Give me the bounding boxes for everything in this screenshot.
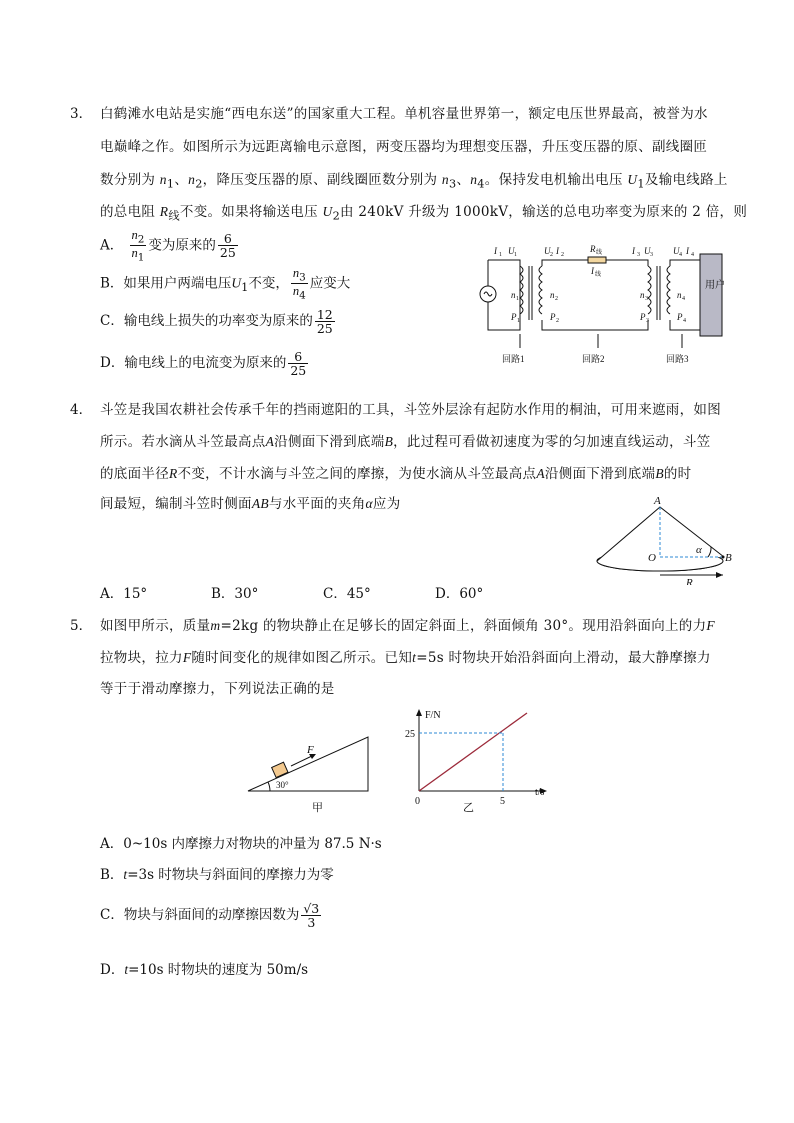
svg-text:2: 2 — [556, 318, 559, 324]
angle-alpha: α — [696, 544, 702, 556]
loop2-label: 回路2 — [582, 354, 605, 364]
q5-line-2: 拉物块，拉力F随时间变化的规律如图乙所示。已知t=5s 时物块开始沿斜面向上滑动，最大静摩擦力 — [100, 650, 711, 666]
label-u3: U — [644, 246, 651, 256]
loop3-label: 回路3 — [666, 354, 689, 364]
q5-option-a: A．0~10s 内摩擦力对物块的冲量为 87.5 N·s — [100, 836, 382, 852]
svg-text:3: 3 — [645, 296, 648, 302]
q5-number: 5． — [70, 618, 93, 634]
tick-25: 25 — [405, 729, 415, 740]
svg-text:n: n — [511, 290, 516, 300]
label-iline: I — [591, 266, 594, 276]
svg-text:4: 4 — [691, 252, 694, 258]
point-a: A — [654, 495, 661, 507]
q5-line-1: 如图甲所示，质量m=2kg 的物块静止在足够长的固定斜面上，斜面倾角 30°。现用沿斜面向上的力F — [100, 618, 715, 634]
q3-line-2: 电巅峰之作。如图所示为远距离输电示意图，两变压器均为理想变压器，升压变压器的原、副线圈匝 — [100, 139, 708, 155]
svg-text:1: 1 — [516, 296, 519, 302]
radius-r: R — [686, 577, 693, 585]
q5-option-b: B．t=3s 时物块与斜面间的摩擦力为零 — [100, 867, 334, 883]
svg-text:1: 1 — [517, 318, 520, 324]
svg-text:1: 1 — [499, 252, 502, 258]
svg-text:n: n — [677, 290, 682, 300]
q3-number: 3． — [70, 106, 93, 122]
svg-text:3: 3 — [646, 318, 649, 324]
svg-text:4: 4 — [683, 318, 686, 324]
label-u1: U — [508, 246, 515, 256]
svg-text:2: 2 — [561, 252, 564, 258]
fig1-caption: 甲 — [312, 802, 323, 814]
user-label: 用户 — [705, 280, 725, 291]
transmission-circuit-diagram — [470, 238, 730, 368]
svg-text:3: 3 — [650, 252, 653, 258]
svg-text:4: 4 — [679, 252, 682, 258]
angle-30: 30° — [276, 780, 289, 790]
q3-option-d: D．输电线上的电流变为原来的 $\frac{6}{25}$ — [100, 349, 307, 379]
q4-line-3: 的底面半径R不变，不计水滴与斗笠之间的摩擦，为使水滴从斗笠最高点A沿侧面下滑到底端B的时 — [100, 466, 692, 482]
incline-diagram — [244, 733, 374, 818]
q3-option-b: B．如果用户两端电压$U_1$不变， $\frac{n_3}{n_4}$ 应变大 — [100, 266, 351, 302]
point-o: O — [648, 552, 656, 564]
q3-line-1: 白鹤滩水电站是实施“西电东送”的国家重大工程。单机容量世界第一，额定电压世界最高，被誉为水 — [100, 106, 708, 122]
tick-5: 5 — [500, 796, 505, 807]
svg-text:1: 1 — [514, 252, 517, 258]
svg-text:P: P — [640, 312, 646, 322]
q5-option-d: D．t=10s 时物块的速度为 50m/s — [100, 962, 309, 978]
x-axis-label: t/s — [535, 787, 545, 798]
q4-option-c: C．45° — [323, 586, 371, 602]
loop1-label: 回路1 — [502, 354, 525, 364]
svg-text:4: 4 — [682, 296, 685, 302]
label-u2: U — [544, 246, 551, 256]
q4-option-b: B．30° — [211, 586, 259, 602]
svg-text:n: n — [640, 290, 645, 300]
label-i4: I — [686, 246, 689, 256]
label-i1: I — [494, 246, 497, 256]
origin: 0 — [415, 796, 420, 807]
q5-line-3: 等于于滑动摩擦力，下列说法正确的是 — [100, 681, 335, 697]
q4-number: 4． — [70, 402, 93, 418]
bamboo-hat-diagram — [596, 495, 746, 585]
label-i2: I — [556, 246, 559, 256]
point-b: B — [725, 552, 732, 564]
svg-text:3: 3 — [637, 252, 640, 258]
label-i3: I — [632, 246, 635, 256]
force-f: F — [307, 744, 314, 756]
q3-line-4: 的总电阻 $R_线$不变。如果将输送电压 $U_2$由 240kV 升级为 1000kV，输送的总电功率变为原来的 2 倍，则 — [100, 204, 748, 223]
q3-option-a: A． $\frac{n_2}{n_1}$ 变为原来的 $\frac{6}{25}$ — [100, 228, 236, 264]
q4-option-d: D．60° — [435, 586, 484, 602]
label-u4: U — [673, 246, 680, 256]
q4-line-2: 所示。若水滴从斗笠最高点A沿侧面下滑到底端B，此过程可看做初速度为零的匀加速直线运动，斗笠 — [100, 434, 711, 450]
force-time-graph — [405, 705, 555, 815]
fig2-caption: 乙 — [463, 802, 474, 814]
q4-line-4: 间最短，编制斗笠时侧面AB与水平面的夹角α应为 — [100, 496, 401, 512]
q3-option-c: C．输电线上损失的功率变为原来的 $\frac{12}{25}$ — [100, 307, 333, 337]
q3-line-3: 数分别为 $n_1$、$n_2$，降压变压器的原、副线圈匝数分别为 $n_3$、$n_4$。保持发电机输出电压 $U_1$及输电线路上 — [100, 172, 728, 191]
svg-text:n: n — [550, 290, 555, 300]
svg-text:线: 线 — [596, 250, 603, 256]
svg-text:P: P — [677, 312, 683, 322]
q4-line-1: 斗笠是我国农耕社会传承千年的挡雨遮阳的工具，斗笠外层涂有起防水作用的桐油，可用来遮雨，如图 — [100, 402, 721, 418]
svg-text:P: P — [550, 312, 556, 322]
q5-option-c: C．物块与斜面间的动摩擦因数为 $\frac{√3}{3}$ — [100, 901, 320, 931]
label-r: R — [590, 244, 596, 254]
svg-text:2: 2 — [555, 296, 558, 302]
q4-option-a: A．15° — [100, 586, 148, 602]
svg-text:线: 线 — [595, 272, 602, 278]
svg-text:2: 2 — [550, 252, 553, 258]
y-axis-label: F/N — [425, 710, 441, 721]
svg-text:P: P — [511, 312, 517, 322]
